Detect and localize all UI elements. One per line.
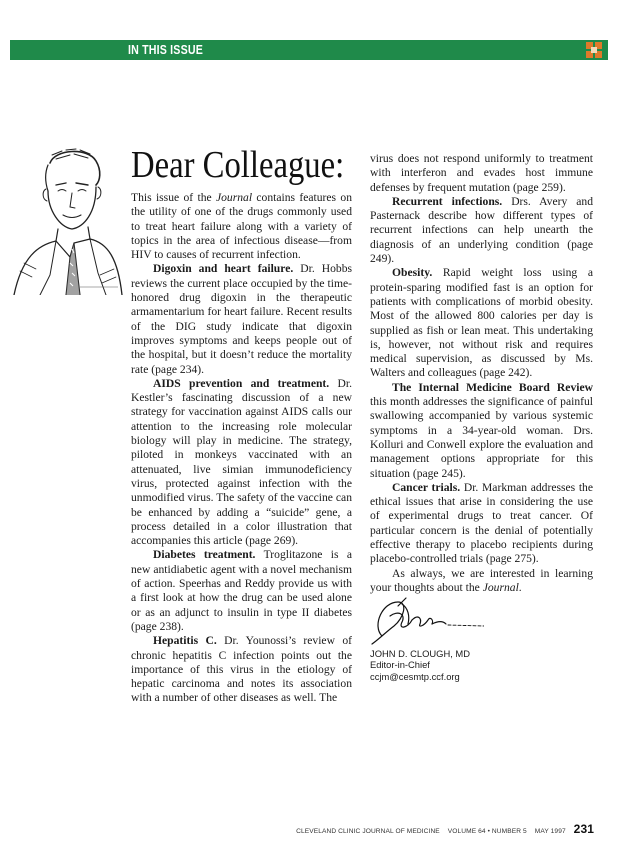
obesity-paragraph: Obesity. Rapid weight loss using a protein-sparing modified fast is an option for patients with complications of morbid obesity. Most of the allowed 800 calories per day is supplied as fish or lean meat. This undertaking is, however, not without risk and requires medical supervision, as discussed by Ms. Walters and colleagues (page 242). [370,266,593,380]
footer-volume: VOLUME 64 • NUMBER 5 [447,828,527,835]
editor-email: ccjm@cesmtp.ccf.org [370,670,460,682]
editor-role: Editor-in-Chief [370,659,430,671]
journal-name: Journal [482,580,519,594]
letter-title: Dear Colleague: [131,144,345,186]
board-review-paragraph: The Internal Medicine Board Review this month addresses the significance of painful swallowing accompanied by various systemic symptoms in a 34-year-old woman. Drs. Kolluri and Conwell explore the evaluation and management options appropriate for this situation (page 245). [370,380,593,480]
editor-signature [368,596,484,646]
cancer-paragraph: Cancer trials. Dr. Markman addresses the ethical issues that arise in considering the use of experimental drugs to treat cancer. Of particular concern is the denial of potentially effective therapy to placebo recipients during placebo-controlled trials (page 275). [370,480,593,566]
digoxin-paragraph: Digoxin and heart failure. Dr. Hobbs reviews the current place occupied by the time-honored drug digoxin in the therapeutic armamentarium for heart failure. Recent results of the DIG study indicate that digoxin improves symptoms and keeps people out of the hospital, but it doesn’t reduce the mortality rate (page 234). [131,262,353,376]
footer-date: MAY 1997 [534,828,566,835]
hepatitis-paragraph-continued: virus does not respond uniformly to treatment with interferon and evades host immune defenses by frequent mutation (page 259). [370,152,593,194]
page-number: 231 [573,822,594,836]
medical-cross-icon [584,40,604,60]
editor-name: JOHN D. CLOUGH, MD [370,648,471,659]
author-portrait [10,145,125,295]
article-column-left [131,191,352,706]
section-banner [10,40,608,60]
section-label: IN THIS ISSUE [128,42,203,57]
signature-block [370,648,470,682]
aids-paragraph: AIDS prevention and treatment. Dr. Kestler’s fascinating discussion of a new strategy for vaccination against AIDS calls our attention to the increasing role molecular biology will play in medicine. The strategy, piloted in monkeys vaccinated with an attenuated, live simian immunodeficiency virus, protected against infection with the unmodified virus. The safety of the vaccine can be enhanced by adding a “suicide” gene, a process detailed in a color illustration that accompanies this article (page 269). [131,376,352,548]
hepatitis-paragraph: Hepatitis C. Dr. Younossi’s review of chronic hepatitis C infection points out the importance of this virus in the etiology of hepatic carcinoma and notes its association with a number of other diseases as well. The [131,634,352,705]
page-footer [290,822,594,836]
article-column-right [370,152,593,595]
footer-journal: CLEVELAND CLINIC JOURNAL OF MEDICINE [296,828,440,835]
closing-paragraph: As always, we are interested in learning your thoughts about the Journal. [370,566,593,594]
intro-paragraph: This issue of the Journal contains features on the utility of one of the drugs commonly used to treat heart failure along with a variety of topics in the area of infectious disease—from HIV to causes of recurrent infection. [131,191,352,262]
diabetes-paragraph: Diabetes treatment. Troglitazone is a new antidiabetic agent with a novel mechanism of action. Speerhas and Reddy provide us with a first look at how the drug can be used alone or as an adjunct to insulin in type II diabetes (page 238). [131,548,352,633]
infections-paragraph: Recurrent infections. Drs. Avery and Pasternack describe how different types of recurrent infections can help unearth the diagnosis of an underlying condition (page 249). [370,194,594,266]
journal-name: Journal [215,191,253,204]
